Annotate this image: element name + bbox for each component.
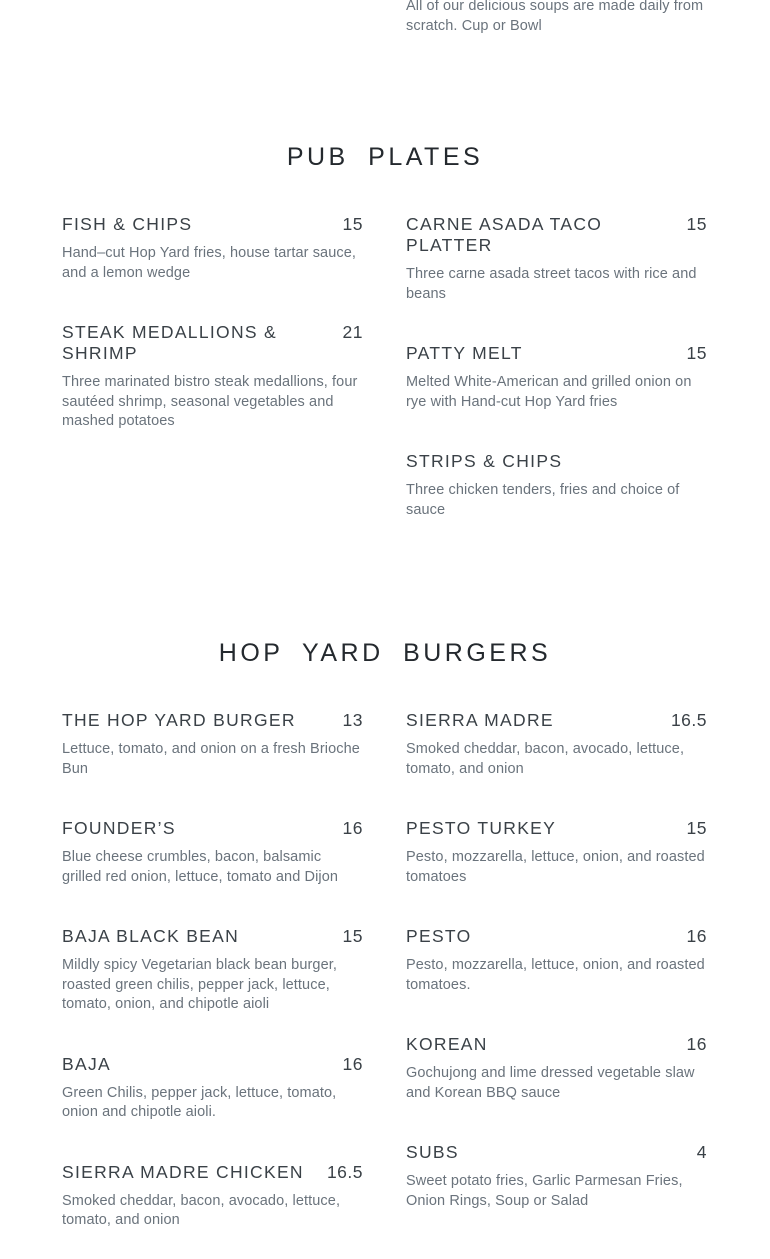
pub-plates-left-column — [62, 214, 363, 471]
item-description: Sweet potato fries, Garlic Parmesan Fries, Onion Rings, Soup or Salad — [406, 1173, 683, 1209]
item-description: Three chicken tenders, fries and choice of sauce — [406, 482, 680, 518]
item-name: FOUNDER’S — [62, 818, 176, 838]
section-title-pub-plates: PUB PLATES — [286, 143, 484, 171]
item-name: CARNE ASADA TACO PLATTER — [406, 214, 603, 255]
section-title-hop-yard-burgers: HOP YARD BURGERS — [218, 639, 552, 667]
item-description: Pesto, mozzarella, lettuce, onion, and roasted tomatoes — [406, 849, 705, 885]
menu-item-pesto-turkey — [406, 818, 707, 887]
item-name: PESTO — [406, 926, 472, 946]
item-price: 15 — [342, 926, 363, 946]
menu-item-fish-and-chips — [62, 214, 363, 283]
item-name: PESTO TURKEY — [406, 818, 557, 838]
item-description: Green Chilis, pepper jack, lettuce, tomato, onion and chipotle aioli. — [62, 1084, 337, 1120]
item-price: 16 — [686, 1034, 707, 1054]
item-description: Blue cheese crumbles, bacon, balsamic grilled red onion, lettuce, tomato and Dijon — [62, 849, 339, 885]
soups-overflow-description: All of our delicious soups are made daily from scratch. Cup or Bowl — [406, 0, 704, 34]
item-description: Smoked cheddar, bacon, avocado, lettuce, tomato, and onion — [406, 741, 685, 777]
item-description: Three marinated bistro steak medallions, four sautéed shrimp, seasonal vegetables and mashed potatoes — [62, 374, 358, 429]
item-description: Melted White-American and grilled onion on rye with Hand-cut Hop Yard fries — [406, 374, 692, 410]
item-price: 16 — [342, 1053, 363, 1074]
item-description: Gochujong and lime dressed vegetable slaw and Korean BBQ sauce — [406, 1065, 695, 1101]
item-name: THE HOP YARD BURGER — [62, 710, 296, 730]
item-price: 16.5 — [670, 710, 707, 730]
menu-item-steak-medallions-shrimp — [62, 322, 363, 432]
item-name: BAJA — [62, 1053, 111, 1074]
menu-item-carne-asada-taco-platter — [406, 214, 707, 304]
item-name: FISH & CHIPS — [62, 214, 193, 234]
item-price: 21 — [342, 322, 363, 342]
item-name: SIERRA MADRE CHICKEN — [62, 1161, 304, 1182]
item-price: 16.5 — [326, 1161, 363, 1182]
burgers-left-column — [62, 710, 363, 1259]
item-price: 15 — [686, 214, 707, 234]
item-name: BAJA BLACK BEAN — [62, 926, 240, 946]
pub-plates-right-column — [406, 214, 707, 559]
item-price: 13 — [342, 710, 363, 730]
menu-item-baja — [62, 1054, 363, 1123]
menu-item-sierra-madre — [406, 710, 707, 779]
item-price: 16 — [342, 818, 363, 838]
item-description: Smoked cheddar, bacon, avocado, lettuce, tomato, and onion — [62, 1192, 341, 1228]
item-price: 15 — [686, 343, 707, 363]
item-description: Three carne asada street tacos with rice and beans — [406, 266, 697, 302]
menu-item-strips-and-chips — [406, 451, 707, 520]
menu-item-patty-melt — [406, 343, 707, 412]
menu-item-baja-black-bean — [62, 926, 363, 1015]
item-price: 15 — [686, 818, 707, 838]
item-name: STEAK MEDALLIONS & SHRIMP — [62, 322, 277, 363]
menu-item-korean — [406, 1034, 707, 1103]
item-price: 15 — [342, 214, 363, 234]
menu-item-pesto — [406, 926, 707, 995]
item-name: SUBS — [406, 1142, 459, 1162]
menu-item-sierra-madre-chicken — [62, 1162, 363, 1231]
item-price: 16 — [686, 926, 707, 946]
item-name: KOREAN — [406, 1034, 488, 1054]
item-description: Mildly spicy Vegetarian black bean burger, roasted green chilis, pepper jack, lettuce, tomato, onion, and chipotle aioli — [62, 957, 338, 1012]
menu-item-subs — [406, 1142, 707, 1211]
item-description: Hand–cut Hop Yard fries, house tartar sauce, and a lemon wedge — [62, 245, 357, 281]
burgers-right-column — [406, 710, 707, 1250]
item-price: 4 — [696, 1142, 707, 1162]
menu-item-founders — [62, 818, 363, 887]
item-description: Pesto, mozzarella, lettuce, onion, and roasted tomatoes. — [406, 957, 705, 993]
item-description: Lettuce, tomato, and onion on a fresh Brioche Bun — [62, 741, 360, 777]
menu-item-the-hop-yard-burger — [62, 710, 363, 779]
item-name: SIERRA MADRE — [406, 710, 554, 730]
item-name: PATTY MELT — [406, 343, 523, 363]
item-name: STRIPS & CHIPS — [406, 451, 563, 471]
